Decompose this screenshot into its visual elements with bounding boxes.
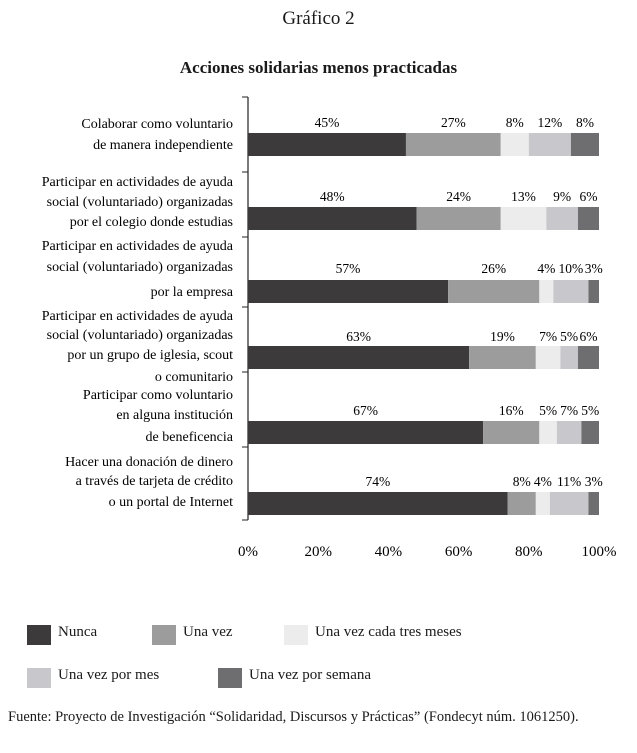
bar-segment: [529, 133, 571, 156]
category-label: por la empresa: [150, 285, 233, 300]
legend-swatch: [27, 625, 51, 645]
data-label: 6%: [579, 189, 598, 204]
data-label: 4%: [537, 261, 556, 276]
data-label: 63%: [346, 329, 371, 344]
category-label: o comunitario: [154, 370, 233, 385]
category-label: social (voluntariado) organizadas: [46, 328, 233, 343]
bar-segment: [469, 346, 536, 369]
data-label: 13%: [511, 189, 536, 204]
bar-segment: [536, 346, 561, 369]
bar-segment: [248, 133, 406, 156]
data-label: 11%: [557, 474, 582, 489]
data-label: 7%: [539, 329, 558, 344]
bar-segment: [501, 133, 529, 156]
bar-segment: [550, 492, 589, 515]
category-label: Hacer una donación de dinero: [65, 455, 233, 470]
legend-label: Una vez: [183, 624, 233, 640]
x-tick-label: 0%: [238, 544, 258, 560]
legend-swatch: [27, 668, 51, 688]
legend-label: Una vez por semana: [249, 667, 372, 683]
bar-segment: [248, 492, 508, 515]
data-label: 8%: [575, 115, 594, 130]
bar-segment: [248, 421, 483, 444]
category-label: de beneficencia: [145, 430, 233, 445]
figure-label: Gráfico 2: [282, 8, 355, 29]
category-label: Participar en actividades de ayuda: [41, 309, 233, 324]
bar-segment: [588, 280, 599, 303]
data-label: 4%: [533, 474, 552, 489]
data-label: 3%: [584, 474, 603, 489]
bar-segment: [508, 492, 536, 515]
data-label: 74%: [365, 474, 391, 489]
data-label: 27%: [440, 115, 466, 130]
chart-title: Acciones solidarias menos practicadas: [179, 58, 458, 77]
category-label: Colaborar como voluntario: [81, 117, 233, 132]
bar-segment: [557, 421, 582, 444]
category-label: Participar en actividades de ayuda: [41, 239, 233, 254]
data-label: 45%: [314, 115, 340, 130]
x-tick-label: 100%: [581, 544, 617, 560]
bar-segment: [571, 133, 599, 156]
data-label: 8%: [512, 474, 531, 489]
data-label: 12%: [537, 115, 563, 130]
bar-segment: [581, 421, 599, 444]
bar-segment: [578, 207, 599, 230]
legend-label: Nunca: [58, 624, 98, 640]
x-tick-label: 80%: [515, 544, 543, 560]
legend-label: Una vez por mes: [58, 667, 160, 683]
category-label: social (voluntariado) organizadas: [46, 260, 233, 275]
legend-swatch: [218, 668, 242, 688]
legend-label: Una vez cada tres meses: [315, 624, 462, 640]
data-label: 9%: [553, 189, 572, 204]
category-label: de manera independiente: [93, 138, 233, 153]
category-label: por un grupo de iglesia, scout: [67, 348, 233, 363]
category-label: social (voluntariado) organizadas: [46, 195, 233, 210]
bar-segment: [416, 207, 500, 230]
bar-segment: [483, 421, 539, 444]
bar-segment: [536, 492, 550, 515]
bar-segment: [406, 133, 501, 156]
data-label: 26%: [481, 261, 507, 276]
bar-segment: [553, 280, 588, 303]
data-label: 19%: [490, 329, 515, 344]
data-label: 5%: [539, 403, 558, 418]
bar-segment: [448, 280, 539, 303]
bar-segment: [578, 346, 599, 369]
legend-swatch: [284, 625, 308, 645]
x-tick-label: 60%: [444, 544, 473, 560]
category-label: en alguna institución: [116, 408, 233, 423]
bar-segment: [588, 492, 599, 515]
data-label: 48%: [319, 189, 345, 204]
bar-segment: [248, 280, 448, 303]
x-tick-label: 40%: [374, 544, 403, 560]
category-label: por el colegio donde estudias: [69, 215, 233, 230]
data-label: 8%: [505, 115, 524, 130]
data-label: 57%: [335, 261, 361, 276]
category-label: o un portal de Internet: [108, 495, 233, 510]
data-label: 5%: [581, 403, 600, 418]
category-label: Participar en actividades de ayuda: [41, 175, 233, 190]
bar-segment: [539, 280, 553, 303]
category-label: a través de tarjeta de crédito: [75, 474, 233, 489]
source-note: Fuente: Proyecto de Investigación “Solidaridad, Discursos y Prácticas” (Fondecyt núm. 1061250).: [8, 709, 579, 725]
data-label: 16%: [498, 403, 524, 418]
bar-segment: [248, 346, 469, 369]
data-label: 6%: [579, 329, 598, 344]
bar-segment: [539, 421, 557, 444]
data-label: 3%: [584, 261, 603, 276]
category-label: Participar como voluntario: [82, 388, 233, 403]
data-label: 7%: [560, 403, 579, 418]
x-tick-label: 20%: [304, 544, 332, 560]
bar-segment: [560, 346, 578, 369]
legend-swatch: [152, 625, 176, 645]
data-label: 10%: [558, 261, 584, 276]
bar-segment: [546, 207, 578, 230]
data-label: 5%: [560, 329, 579, 344]
bar-segment: [501, 207, 547, 230]
bar-segment: [248, 207, 416, 230]
data-label: 67%: [353, 403, 378, 418]
data-label: 24%: [446, 189, 471, 204]
